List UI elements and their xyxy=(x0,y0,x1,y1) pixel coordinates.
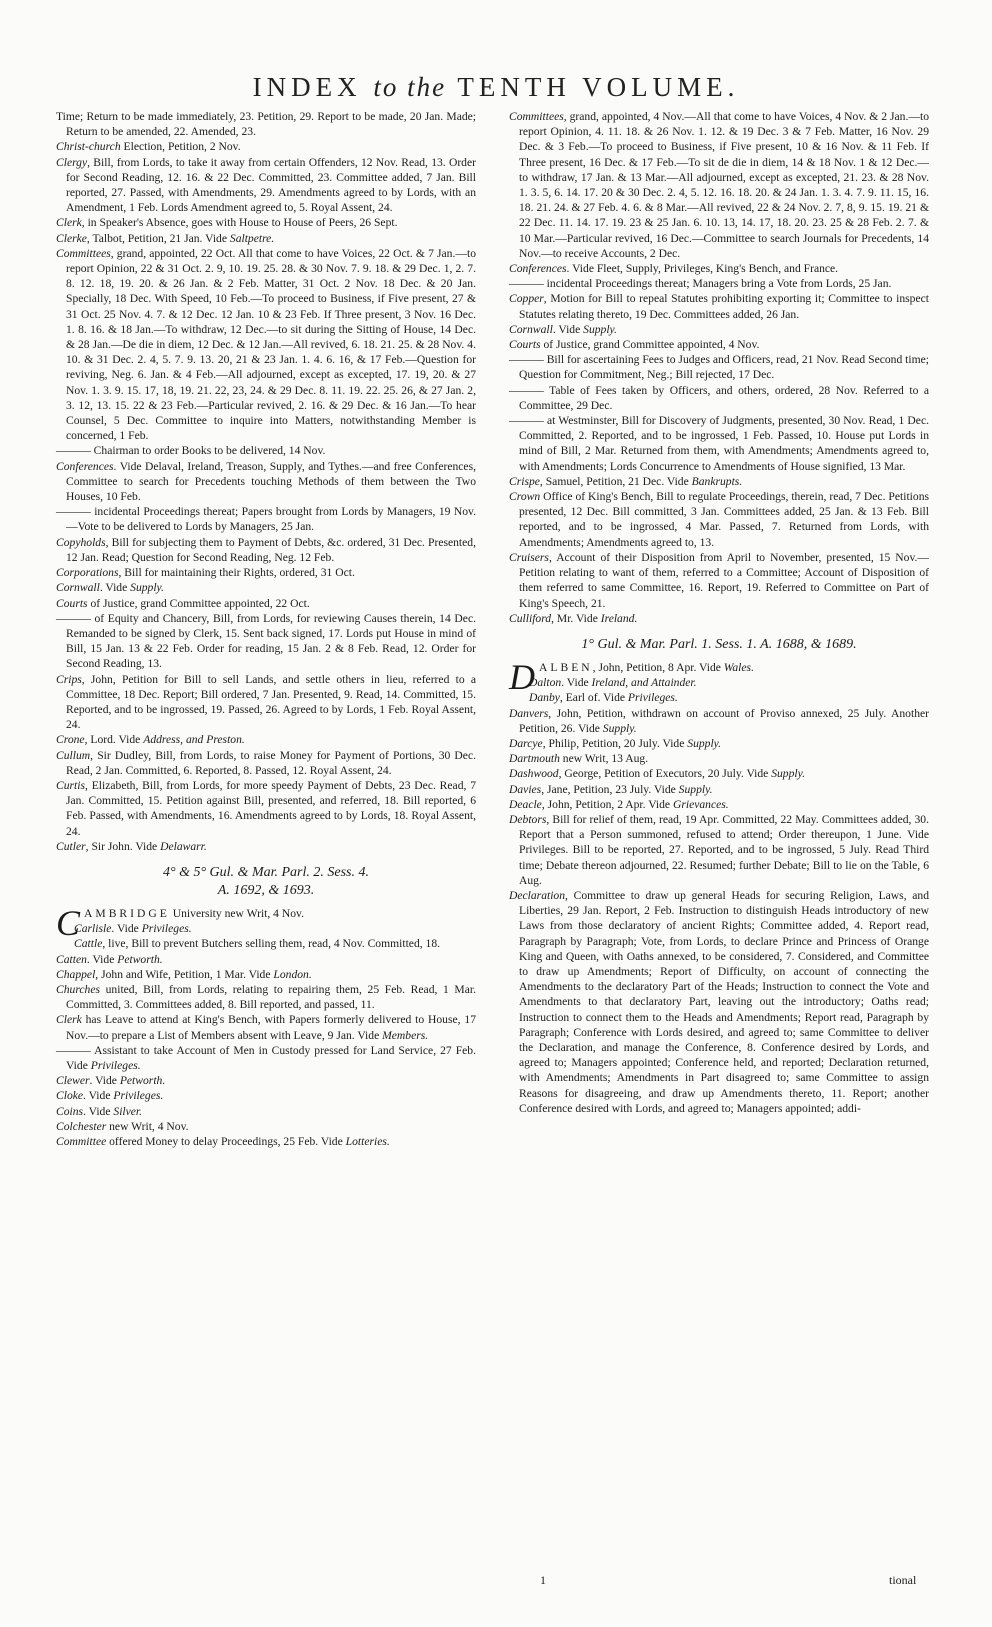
index-entry xyxy=(56,1088,476,1103)
index-entry xyxy=(56,109,476,139)
index-entry xyxy=(509,706,929,736)
entry-heading: Crips xyxy=(56,672,82,686)
index-entry xyxy=(56,778,476,839)
index-entry xyxy=(509,474,929,489)
entry-heading: Chappel xyxy=(56,967,96,981)
entry-cross-reference: Delawarr. xyxy=(160,839,207,853)
entry-text: Time; Return to be made immediately, 23. Petition, 29. Report to be made, 20 Jan. Made; Return to be amended, 22. Amended, 23. xyxy=(56,110,476,139)
entry-text: , grand, appointed, 4 Nov.—All that come to have Voices, 4 Nov. & 2 Jan.—to report Opinion, 4. 11. 18. & 26 Nov. 1. 12. & 19 Dec. 3 & 7 Feb. Matter, 16 Nov. 29 Dec. & 3 Feb.—To proceed to Business, if Five present, 10 & 16 Nov. & 11 Feb. If Three present, 16 Dec. & 17 Feb.—To sit de die in diem, 14 & 18 Nov. 1 & 12 Dec.—to withdraw, 17 Jan. & 13 Mar.—All adjourned, except as excepted, 21. 23. & 28 Nov. 1. 3. 5, 6. 14. 17. 20 & 30 Dec. 2. 4, 5. 12. 16. 18. 20. & 24 Jan. 1. 3. 4. 7. 9. 11. 15, 16. 18. 21. 24. & 27 Feb. 4. 6. & 8 Mar.—All revived, 22 & 24 Nov. 2. 7, 8, 9. 15. 19. 21 & 22 Dec. 11. 14. 17. 19. 23 & 25 Jan. 6. 10. 13, 14. 17, 18. 20. 23. 25 & 28 Feb. 2. 7. & 10 Mar.—Particular revived, 16 Dec.—Committee to search Journals for Precedents, 14 Nov.—to receive Accounts, 2 Dec. xyxy=(519,110,929,260)
index-entry xyxy=(509,888,929,1116)
entry-heading: Cutler xyxy=(56,839,86,853)
title-suffix: TENTH VOLUME. xyxy=(457,72,740,102)
catchword: tional xyxy=(889,1573,917,1587)
entry-heading: ——— xyxy=(56,1043,91,1057)
entry-heading: Cornwall xyxy=(509,322,553,336)
entry-heading: Copyholds xyxy=(56,535,106,549)
entry-text: incidental Proceedings thereat; Managers bring a Vote from Lords, 25 Jan. xyxy=(543,277,892,291)
entry-heading: Colchester xyxy=(56,1119,107,1133)
entry-text: , Bill for subjecting them to Payment of Debts, &c. ordered, 31 Dec. Presented, 12 Jan. Read; Question for Second Reading, Neg. 12 Feb. xyxy=(66,535,476,564)
entry-cross-reference: Lotteries. xyxy=(345,1135,390,1148)
index-entry xyxy=(56,215,476,230)
right-entries-2 xyxy=(509,656,929,1116)
entry-cross-reference: Ireland, and Attainder. xyxy=(591,676,697,690)
entry-text: Election, Petition, 2 Nov. xyxy=(120,140,241,154)
index-entry xyxy=(509,675,929,690)
index-entry xyxy=(56,839,476,854)
right-section-heading xyxy=(509,636,929,654)
entry-text: , Bill, from Lords, to take it away from certain Offenders, 12 Nov. Read, 13. Order for Second Reading, 12. 16. & 22 Dec. Committed, 23. Committee added, 7 Jan. Bill reported, 27. Passed, with Amendments, 29. Amendments agreed to by Lords, with an Amendment, 1 Feb. Lords Amendment agreed to, 5. Royal Assent, 24. xyxy=(66,155,476,215)
index-entry xyxy=(509,276,929,291)
entry-text: of Justice, grand Committee appointed, 4 Nov. xyxy=(540,338,760,352)
entry-cross-reference: London. xyxy=(273,967,312,981)
index-entry xyxy=(509,322,929,337)
entry-heading: Danvers xyxy=(509,706,549,720)
entry-text: , John, Petition, 8 Apr. Vide xyxy=(592,660,724,674)
entry-heading: ——— xyxy=(509,414,544,428)
left-entries-2 xyxy=(56,902,476,1149)
entry-heading: ——— xyxy=(509,353,544,367)
entry-text: . Vide xyxy=(89,1074,120,1088)
entry-text: , Samuel, Petition, 21 Dec. Vide xyxy=(539,474,692,488)
index-entry xyxy=(509,550,929,611)
index-entry xyxy=(56,246,476,444)
entry-heading: Declaration xyxy=(509,888,566,902)
entry-heading: Deacle xyxy=(509,797,542,811)
index-entry xyxy=(56,1119,476,1134)
entry-text: Assistant to take Account of Men in Custody pressed for Land Service, 27 Feb. Vide xyxy=(66,1043,476,1072)
entry-heading: Cloke xyxy=(56,1089,84,1103)
entry-text: new Writ, 13 Aug. xyxy=(559,752,649,766)
entry-text: , John, Petition, 2 Apr. Vide xyxy=(541,797,673,811)
entry-text: united, Bill, from Lords, relating to repairing them, 25 Feb. Read, 1 Mar. Committed, 3. Committees added, 8. Bill reported, and passed, 11. xyxy=(66,982,476,1012)
index-entry xyxy=(509,489,929,550)
entry-heading: Courts xyxy=(56,596,88,610)
entry-heading: Conferences xyxy=(509,262,567,276)
entry-text: . Vide xyxy=(561,676,592,690)
entry-cross-reference: Petworth. xyxy=(117,952,163,966)
index-entry xyxy=(509,751,929,766)
entry-heading: ——— xyxy=(56,505,91,519)
entry-text: . Vide Delaval, Ireland, Treason, Supply, and Tythes.—and free Conferences, Committee to search for Precedents touching Methods of them between the Two Houses, 10 Feb. xyxy=(66,459,476,504)
index-entry xyxy=(509,611,929,626)
entry-heading: ——— xyxy=(56,444,91,458)
index-entry xyxy=(56,921,476,936)
entry-text: . Vide xyxy=(83,1089,114,1103)
entry-text: , Mr. Vide xyxy=(551,611,601,625)
index-entry xyxy=(56,748,476,778)
index-entry xyxy=(509,352,929,382)
entry-heading: Committees xyxy=(56,246,111,260)
entry-text: University new Writ, 4 Nov. xyxy=(169,906,304,920)
entry-text: , live, Bill to prevent Butchers selling them, read, 4 Nov. Committed, 18. xyxy=(102,937,441,951)
entry-heading: Curtis xyxy=(56,778,85,792)
index-entry xyxy=(509,109,929,261)
entry-cross-reference: Ireland. xyxy=(600,611,638,625)
entry-text: , Talbot, Petition, 21 Jan. Vide xyxy=(86,231,230,245)
entry-cross-reference: Petworth. xyxy=(119,1074,166,1088)
entry-heading: Cullum xyxy=(56,748,91,762)
entry-text: , Motion for Bill to repeal Statutes prohibiting exporting it; Committee to inspect Statutes relating thereto, 19 Dec. Committees added, 26 Jan. xyxy=(519,292,929,321)
index-entry xyxy=(509,337,929,352)
entry-cross-reference: Members. xyxy=(382,1028,429,1042)
entry-text: , Jane, Petition, 23 July. Vide xyxy=(541,782,679,796)
entry-cross-reference: Supply. xyxy=(678,782,713,796)
entry-cross-reference: Supply. xyxy=(771,767,806,781)
entry-heading: ——— xyxy=(509,277,544,291)
entry-cross-reference: Saltpetre. xyxy=(229,231,275,245)
entry-text: . Vide xyxy=(83,1104,114,1118)
drop-cap: C xyxy=(56,902,81,943)
entry-text: incidental Proceedings thereat; Papers brought from Lords by Managers, 19 Nov.—Vote to be delivered to Lords by Managers, 25 Jan. xyxy=(66,505,476,534)
entry-text: Bill for ascertaining Fees to Judges and Officers, read, 21 Nov. Read Second time; Question for Commitment, Neg.; Bill rejected, 17 Dec. xyxy=(519,353,929,382)
entry-text: Chairman to order Books to be delivered, 14 Nov. xyxy=(90,444,326,458)
entry-heading: Churches xyxy=(56,982,101,996)
entry-cross-reference: Privileges. xyxy=(141,922,192,936)
title-mid: to the xyxy=(373,72,447,102)
entry-heading: Crone xyxy=(56,733,85,747)
entry-text: , Bill for relief of them, read, 19 Apr. Committed, 22 May. Committees added, 30. Report that a Person summoned, refused to attend; Order thereupon, 1 June. Vide Privileges. Bill to be reported, 27. Reported, and to be ingrossed, 5 July. Read Third time; Debate thereon adjourned, 22. Resumed; further Debate; Bill to lie on the Table, 6 Aug. xyxy=(519,812,929,887)
index-entry xyxy=(56,982,476,1012)
index-entry xyxy=(56,459,476,505)
entry-text: , Committee to draw up general Heads for securing Religion, Laws, and Liberties, 29 Jan. Report, 2 Feb. Instruction to distinguish Heads introductory of new Laws from those declaratory of ancient Rights; Committee added, 4. Report read, Paragraph by Paragraph; Vote, from Lords, to declare Prince and Princess of Orange King and Queen, with Oaths annexed, to be considered, 7. Considered, and Committee to draw up Amendments; Report of Difficulty, on account of connecting the Amendments to the declaratory Part of the Heads; Instruction to connect the Vote and Amendments to that declaratory Part, leaving out the introductory; Oaths read; Instruction to connect them to the Heads and Amendments; Report read, Paragraph by Paragraph; Conference with Lords desired, and agreed to; same Committee to deliver the Declaration, and manage the Conference, 8. Conference desired by Lords, and agreed to; Managers appointed; Conference held, and reported; Declaration returned, with Amendments; Amendments in Part disagreed to; same Committee to assign Reasons for disagreeing, and draw up Amendments thereto, 11. Report; another Conference desired with Lords, and agreed to; Managers appointed; addi- xyxy=(519,888,929,1115)
index-entry xyxy=(56,565,476,580)
entry-text: . Vide xyxy=(552,322,584,336)
index-entry xyxy=(56,952,476,967)
entry-heading: Carlisle xyxy=(74,922,112,936)
index-entry xyxy=(56,1043,476,1073)
page-footer xyxy=(0,1573,992,1593)
entry-cross-reference: Address, and Preston. xyxy=(143,733,245,747)
entry-heading: Committee xyxy=(56,1135,107,1148)
index-entry xyxy=(56,443,476,458)
left-section-line2: A. 1692, & 1693. xyxy=(217,882,315,898)
entry-cross-reference: Supply. xyxy=(583,322,617,336)
index-entry xyxy=(56,535,476,565)
entry-heading: Catten xyxy=(56,952,87,966)
entry-heading: Coins xyxy=(56,1104,84,1118)
index-entry xyxy=(509,766,929,781)
index-entry xyxy=(56,580,476,595)
index-entry xyxy=(56,155,476,216)
entry-text: , Sir Dudley, Bill, from Lords, to raise Money for Payment of Portions, 30 Dec. Read, 2 Jan. Committed, 6. Reported, 8. Passed, 12. Royal Assent, 24. xyxy=(66,748,476,777)
entry-text: , Bill for maintaining their Rights, ordered, 31 Oct. xyxy=(118,566,355,580)
entry-heading: Christ-church xyxy=(56,140,121,154)
entry-text: Office of King's Bench, Bill to regulate Proceedings, therein, read, 7 Dec. Petitions presented, 12 Dec. Bill committed, 3 Jan. Committees added, 25 Jan. & 13 Feb. Bill reported, and to be ingrossed, 4 Mar. Passed, 7. Returned from Lords, with Amendments; Amendments agreed to, 13. xyxy=(519,490,929,549)
entry-text: of Justice, grand Committee appointed, 22 Oct. xyxy=(87,596,310,610)
entry-text: , Account of their Disposition from April to November, presented, 15 Nov.—Petition relating to want of them, referred to a Committee; Account of Disposition of them referred to same Committee, 16. Report, 19. Referred to Committee on Part of King's Speech, 21. xyxy=(519,550,929,610)
entry-heading: Davies xyxy=(509,782,542,796)
entry-heading: Cruisers xyxy=(509,550,549,564)
index-entry xyxy=(56,732,476,747)
index-entry xyxy=(56,139,476,154)
entry-text: , grand, appointed, 22 Oct. All that come to have Voices, 22 Oct. & 7 Jan.—to report Opinion, 22 & 31 Oct. 2. 9, 10. 19. 25. 28. & 30 Nov. 7. 9. 18. & 29 Dec. 1, 2. 7. 8. 12. 18, 19. 20. & 26 Jan. & 2 Feb. Matter, 31 Oct. 2 Nov. 18 Dec. & 20 Jan. Specially, 18 Dec. With Speed, 10 Feb.—To proceed to Business, if Five present, 27 & 31 Oct. 25 Nov. 4. 7. & 12 Dec. 12 Jan. 10 & 23 Feb. If Three present, 3 Nov. 16 Dec. 1. 8. 16. & 18 Jan.—To withdraw, 12 Dec.—to sit during the Sitting of House, 14 Dec. & 28 Jan.—De die in diem, 12 Dec. & 12 Jan.—All revived, 6. 18. 21. 25. & 28 Nov. 4. 10. & 31 Dec. 2. 4, 5. 7. 9. 13. 20, 21 & 23 Jan. 1. 4. 6. 16, & 17 Feb.—Question for reviving, Neg. 6. Jan. & 4 Feb.—All adjourned, except as excepted, 17. 19, 20. & 27 Nov. 1. 3. 9. 15. 17, 18, 19. 21. 22, 23, 24. & 29 Dec. 8. 11. 19. 22. 25. 26, & 27 Jan. 2, 3. 12, 13. 15. 22 & 23 Feb.—Particular revived, 2. 16. & 29 Dec. & 16 Jan.—To hear Counsel, 5 Dec. Committee to inquire into Matters, notwithstanding Member is concerned, 1 Feb. xyxy=(66,246,476,443)
entry-cross-reference: Silver. xyxy=(113,1104,143,1118)
entry-heading: Darcye xyxy=(509,736,543,750)
index-entry xyxy=(56,967,476,982)
entry-text: , in Speaker's Absence, goes with House to House of Peers, 26 Sept. xyxy=(81,216,398,230)
entry-cross-reference: Grievances. xyxy=(672,797,729,811)
right-section-line1: 1° Gul. & Mar. Parl. 1. Sess. 1. A. 1688, & 1689. xyxy=(581,636,857,652)
title-prefix: INDEX xyxy=(252,72,362,102)
index-entry xyxy=(509,782,929,797)
left-column xyxy=(56,109,476,1149)
entry-text: , Elizabeth, Bill, from Lords, for more speedy Payment of Debts, 23 Dec. Read, 7 Jan. Committed, 15. Petition against Bill, presented, and referred, 18. Bill reported, 6 Feb. Passed, with Amendments, 16. Amendments agreed to by Lords, 18. Royal Assent, 24. xyxy=(66,778,476,838)
entry-text: at Westminster, Bill for Discovery of Judgments, presented, 30 Nov. Read, 1 Dec. Committed, 2. Reported, and to be ingrossed, 1 Feb. Passed, 10. House put Lords in mind of Bill, 2 Mar. Returned from them, with Amendments; Amendments agreed to, with Amendments; Lords Concurrence to Amendments of House signified, 13 Mar. xyxy=(519,414,929,473)
entry-cross-reference: Privileges. xyxy=(627,691,678,705)
entry-text: . Vide xyxy=(111,922,142,936)
index-entry xyxy=(509,736,929,751)
left-section-line1: 4° & 5° Gul. & Mar. Parl. 2. Sess. 4. xyxy=(162,864,370,880)
entry-heading: Clergy xyxy=(56,155,88,169)
index-entry xyxy=(56,1104,476,1119)
entry-text: Table of Fees taken by Officers, and others, ordered, 28 Nov. Referred to a Committee, 29 Dec. xyxy=(519,383,929,412)
entry-heading: Courts xyxy=(509,338,541,352)
entry-cross-reference: Privileges. xyxy=(113,1089,164,1103)
index-entry xyxy=(56,1134,476,1149)
entry-heading: Conferences xyxy=(56,459,114,473)
entry-heading: Committees xyxy=(509,110,564,123)
entry-text: . Vide xyxy=(99,581,131,595)
index-entry xyxy=(509,261,929,276)
index-entry xyxy=(56,1073,476,1088)
entry-cross-reference: Supply. xyxy=(602,721,637,735)
entry-heading: Copper xyxy=(509,292,544,306)
entry-text: has Leave to attend at King's Bench, with Papers formerly delivered to House, 17 Nov.—to prepare a List of Members absent with Leave, 9 Jan. Vide xyxy=(66,1013,476,1042)
signature-mark: 1 xyxy=(540,1573,546,1587)
page-title xyxy=(0,72,992,103)
left-entries xyxy=(56,109,476,854)
entry-cross-reference: Wales. xyxy=(723,660,754,674)
entry-heading: Crown xyxy=(509,490,541,504)
index-entry xyxy=(509,413,929,474)
entry-text: , John, Petition, withdrawn on account of Proviso annexed, 25 July. Another Petition, 26. Vide xyxy=(519,706,929,735)
index-entry xyxy=(56,596,476,611)
entry-text: , Earl of. Vide xyxy=(559,691,628,705)
entry-heading: ——— xyxy=(56,611,91,625)
entry-heading: Crispe xyxy=(509,474,540,488)
index-entry xyxy=(56,1012,476,1042)
entry-heading: Clewer xyxy=(56,1074,90,1088)
entry-text: . Vide xyxy=(86,952,118,966)
entry-cross-reference: Bankrupts. xyxy=(691,474,743,488)
index-entry xyxy=(509,797,929,812)
entry-heading: Clerk xyxy=(56,216,82,230)
left-section-heading xyxy=(56,864,476,900)
entry-heading: AMBRIDGE xyxy=(84,906,170,920)
entry-cross-reference: Privileges. xyxy=(90,1058,141,1072)
entry-text: of Equity and Chancery, Bill, from Lords, for reviewing Causes therein, 14 Dec. Remanded to be signed by Clerk, 15. Sent back signed, 17. Lords put House in mind of Bill, 15 Jan. 13 & 22 Feb. Order for reading, 15 Jan. 2 & 8 Feb. Read, 12. Order for Second Reading, 13. xyxy=(66,611,476,671)
entry-cross-reference: Supply. xyxy=(687,736,722,750)
entry-heading: Corporations xyxy=(56,566,119,580)
entry-heading: Clerke xyxy=(56,231,87,245)
index-entry xyxy=(509,383,929,413)
entry-heading: ALBEN xyxy=(539,660,593,674)
entry-heading: Clerk xyxy=(56,1013,82,1027)
entry-text: . Vide Fleet, Supply, Privileges, King's Bench, and France. xyxy=(566,262,839,276)
index-entry xyxy=(56,936,476,951)
entry-cross-reference: Supply. xyxy=(130,581,164,595)
right-entries xyxy=(509,109,929,626)
entry-text: , Lord. Vide xyxy=(84,733,144,747)
entry-text: , John and Wife, Petition, 1 Mar. Vide xyxy=(95,967,274,981)
entry-heading: Dashwood xyxy=(509,767,559,781)
entry-heading: Danby xyxy=(529,691,560,705)
index-entry xyxy=(56,504,476,534)
index-entry xyxy=(509,812,929,888)
entry-heading: Cattle xyxy=(74,937,103,951)
entry-heading: Culliford xyxy=(509,611,552,625)
entry-heading: Dartmouth xyxy=(509,752,560,766)
drop-cap: D xyxy=(509,656,535,697)
entry-text: , John, Petition for Bill to sell Lands, and settle others in lieu, referred to a Committee, 18 Dec. Report; Bill ordered, 7 Jan. Presented, 9. Read, 14. Committed, 15. Reported, and to be ingrossed, 19. Passed, 26. Agreed to by Lords, 1 Feb. Royal Assent, 24. xyxy=(66,672,476,732)
entry-text: , Sir John. Vide xyxy=(85,839,161,853)
entry-text: , Philip, Petition, 20 July. Vide xyxy=(542,736,688,750)
index-entry xyxy=(56,231,476,246)
entry-text: offered Money to delay Proceedings, 25 Feb. Vide xyxy=(106,1135,346,1148)
right-column xyxy=(509,109,929,1116)
index-entry xyxy=(509,291,929,321)
index-entry xyxy=(56,611,476,672)
entry-heading: Cornwall xyxy=(56,581,100,595)
entry-heading: ——— xyxy=(509,383,544,397)
entry-heading: Dalton xyxy=(529,676,562,690)
entry-heading: Debtors xyxy=(509,812,547,826)
entry-text: new Writ, 4 Nov. xyxy=(106,1119,189,1133)
index-entry xyxy=(56,672,476,733)
index-entry xyxy=(509,690,929,705)
entry-text: , George, Petition of Executors, 20 July. Vide xyxy=(558,767,772,781)
